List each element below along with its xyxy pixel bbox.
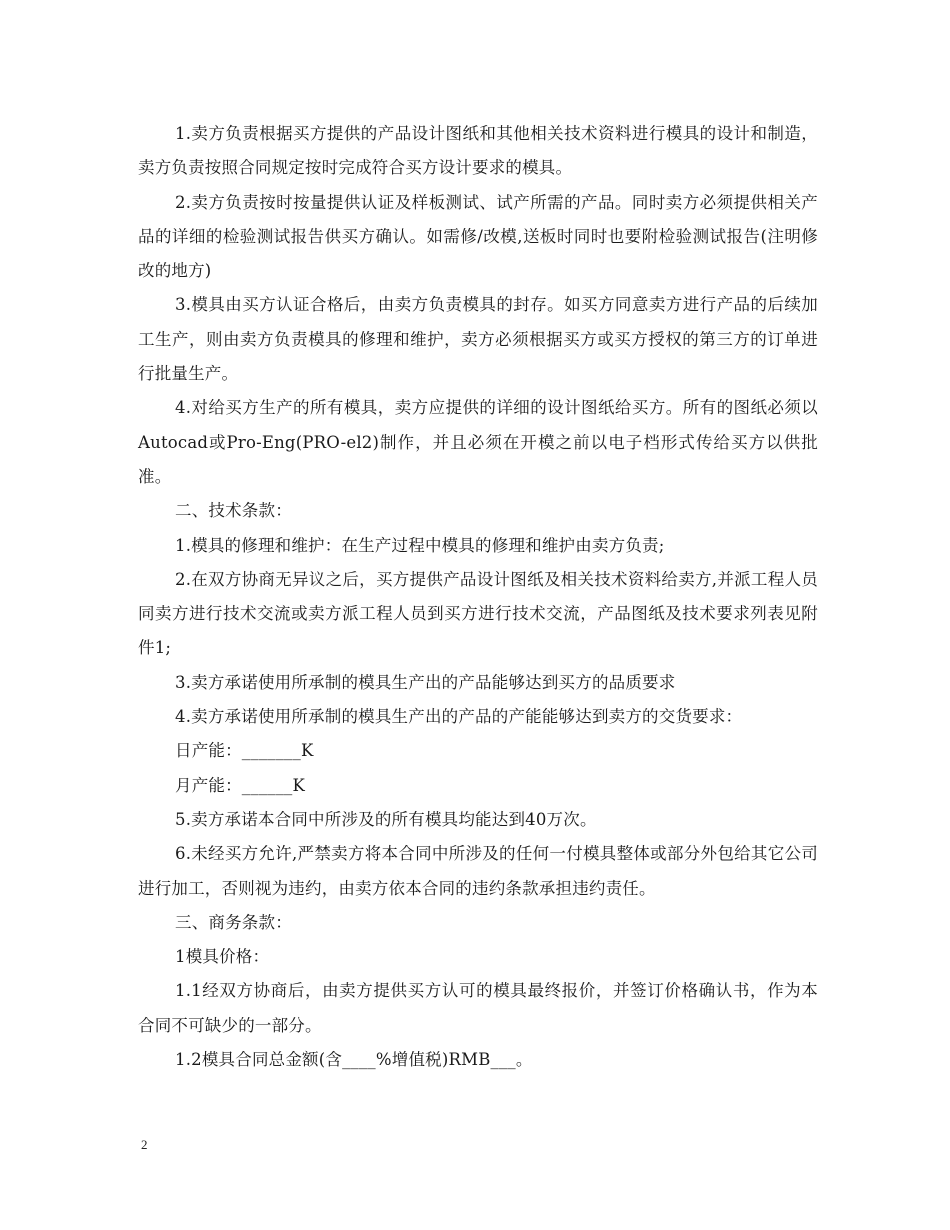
paragraph: 2.卖方负责按时按量提供认证及样板测试、试产所需的产品。同时卖方必须提供相关产品的详细的检验测试报告供买方确认。如需修/改模,送板时同时也要附检验测试报告(注明修改的地方) <box>138 192 818 281</box>
paragraph: 1.1经双方协商后，由卖方提供买方认可的模具最终报价，并签订价格确认书，作为本合同不可缺少的一部分。 <box>138 981 818 1035</box>
paragraph: 1.模具的修理和维护：在生产过程中模具的修理和维护由卖方负责; <box>175 535 665 555</box>
paragraph: 5.卖方承诺本合同中所涉及的所有模具均能达到40万次。 <box>175 809 597 829</box>
subsection-heading: 1模具价格： <box>175 947 270 967</box>
section-heading: 二、技术条款： <box>175 501 292 521</box>
paragraph: 4.卖方承诺使用所承制的模具生产出的产品的产能能够达到卖方的交货要求： <box>175 707 743 727</box>
paragraph: 3.模具由买方认证合格后，由卖方负责模具的封存。如买方同意卖方进行产品的后续加工生产，则由卖方负责模具的修理和维护，卖方必须根据买方或买方授权的第三方的订单进行批量生产。 <box>138 295 818 384</box>
page-number: 2 <box>141 1137 148 1152</box>
monthly-capacity-line: 月产能：______K <box>175 775 306 795</box>
paragraph: 3.卖方承诺使用所承制的模具生产出的产品能够达到买方的品质要求 <box>175 672 676 692</box>
paragraph: 6.未经买方允许,严禁卖方将本合同中所涉及的任何一付模具整体或部分外包给其它公司进行加工，否则视为违约，由卖方依本合同的违约条款承担违约责任。 <box>138 844 818 898</box>
paragraph: 2.在双方协商无异议之后，买方提供产品设计图纸及相关技术资料给卖方,并派工程人员同卖方进行技术交流或卖方派工程人员到买方进行技术交流，产品图纸及技术要求列表见附件1; <box>138 569 818 658</box>
section-heading: 三、商务条款： <box>175 912 292 932</box>
paragraph: 1.卖方负责根据买方提供的产品设计图纸和其他相关技术资料进行模具的设计和制造，卖方负责按照合同规定按时完成符合买方设计要求的模具。 <box>138 124 818 178</box>
daily-capacity-line: 日产能：_______K <box>175 741 314 761</box>
paragraph: 1.2模具合同总金额(含____%增值税)RMB___。 <box>175 1050 533 1070</box>
document-body <box>138 117 818 1077</box>
paragraph: 4.对给买方生产的所有模具，卖方应提供的详细的设计图纸给买方。所有的图纸必须以Autocad或Pro-Eng(PRO-el2)制作，并且必须在开模之前以电子档形式传给买方以供批准。 <box>138 398 818 486</box>
